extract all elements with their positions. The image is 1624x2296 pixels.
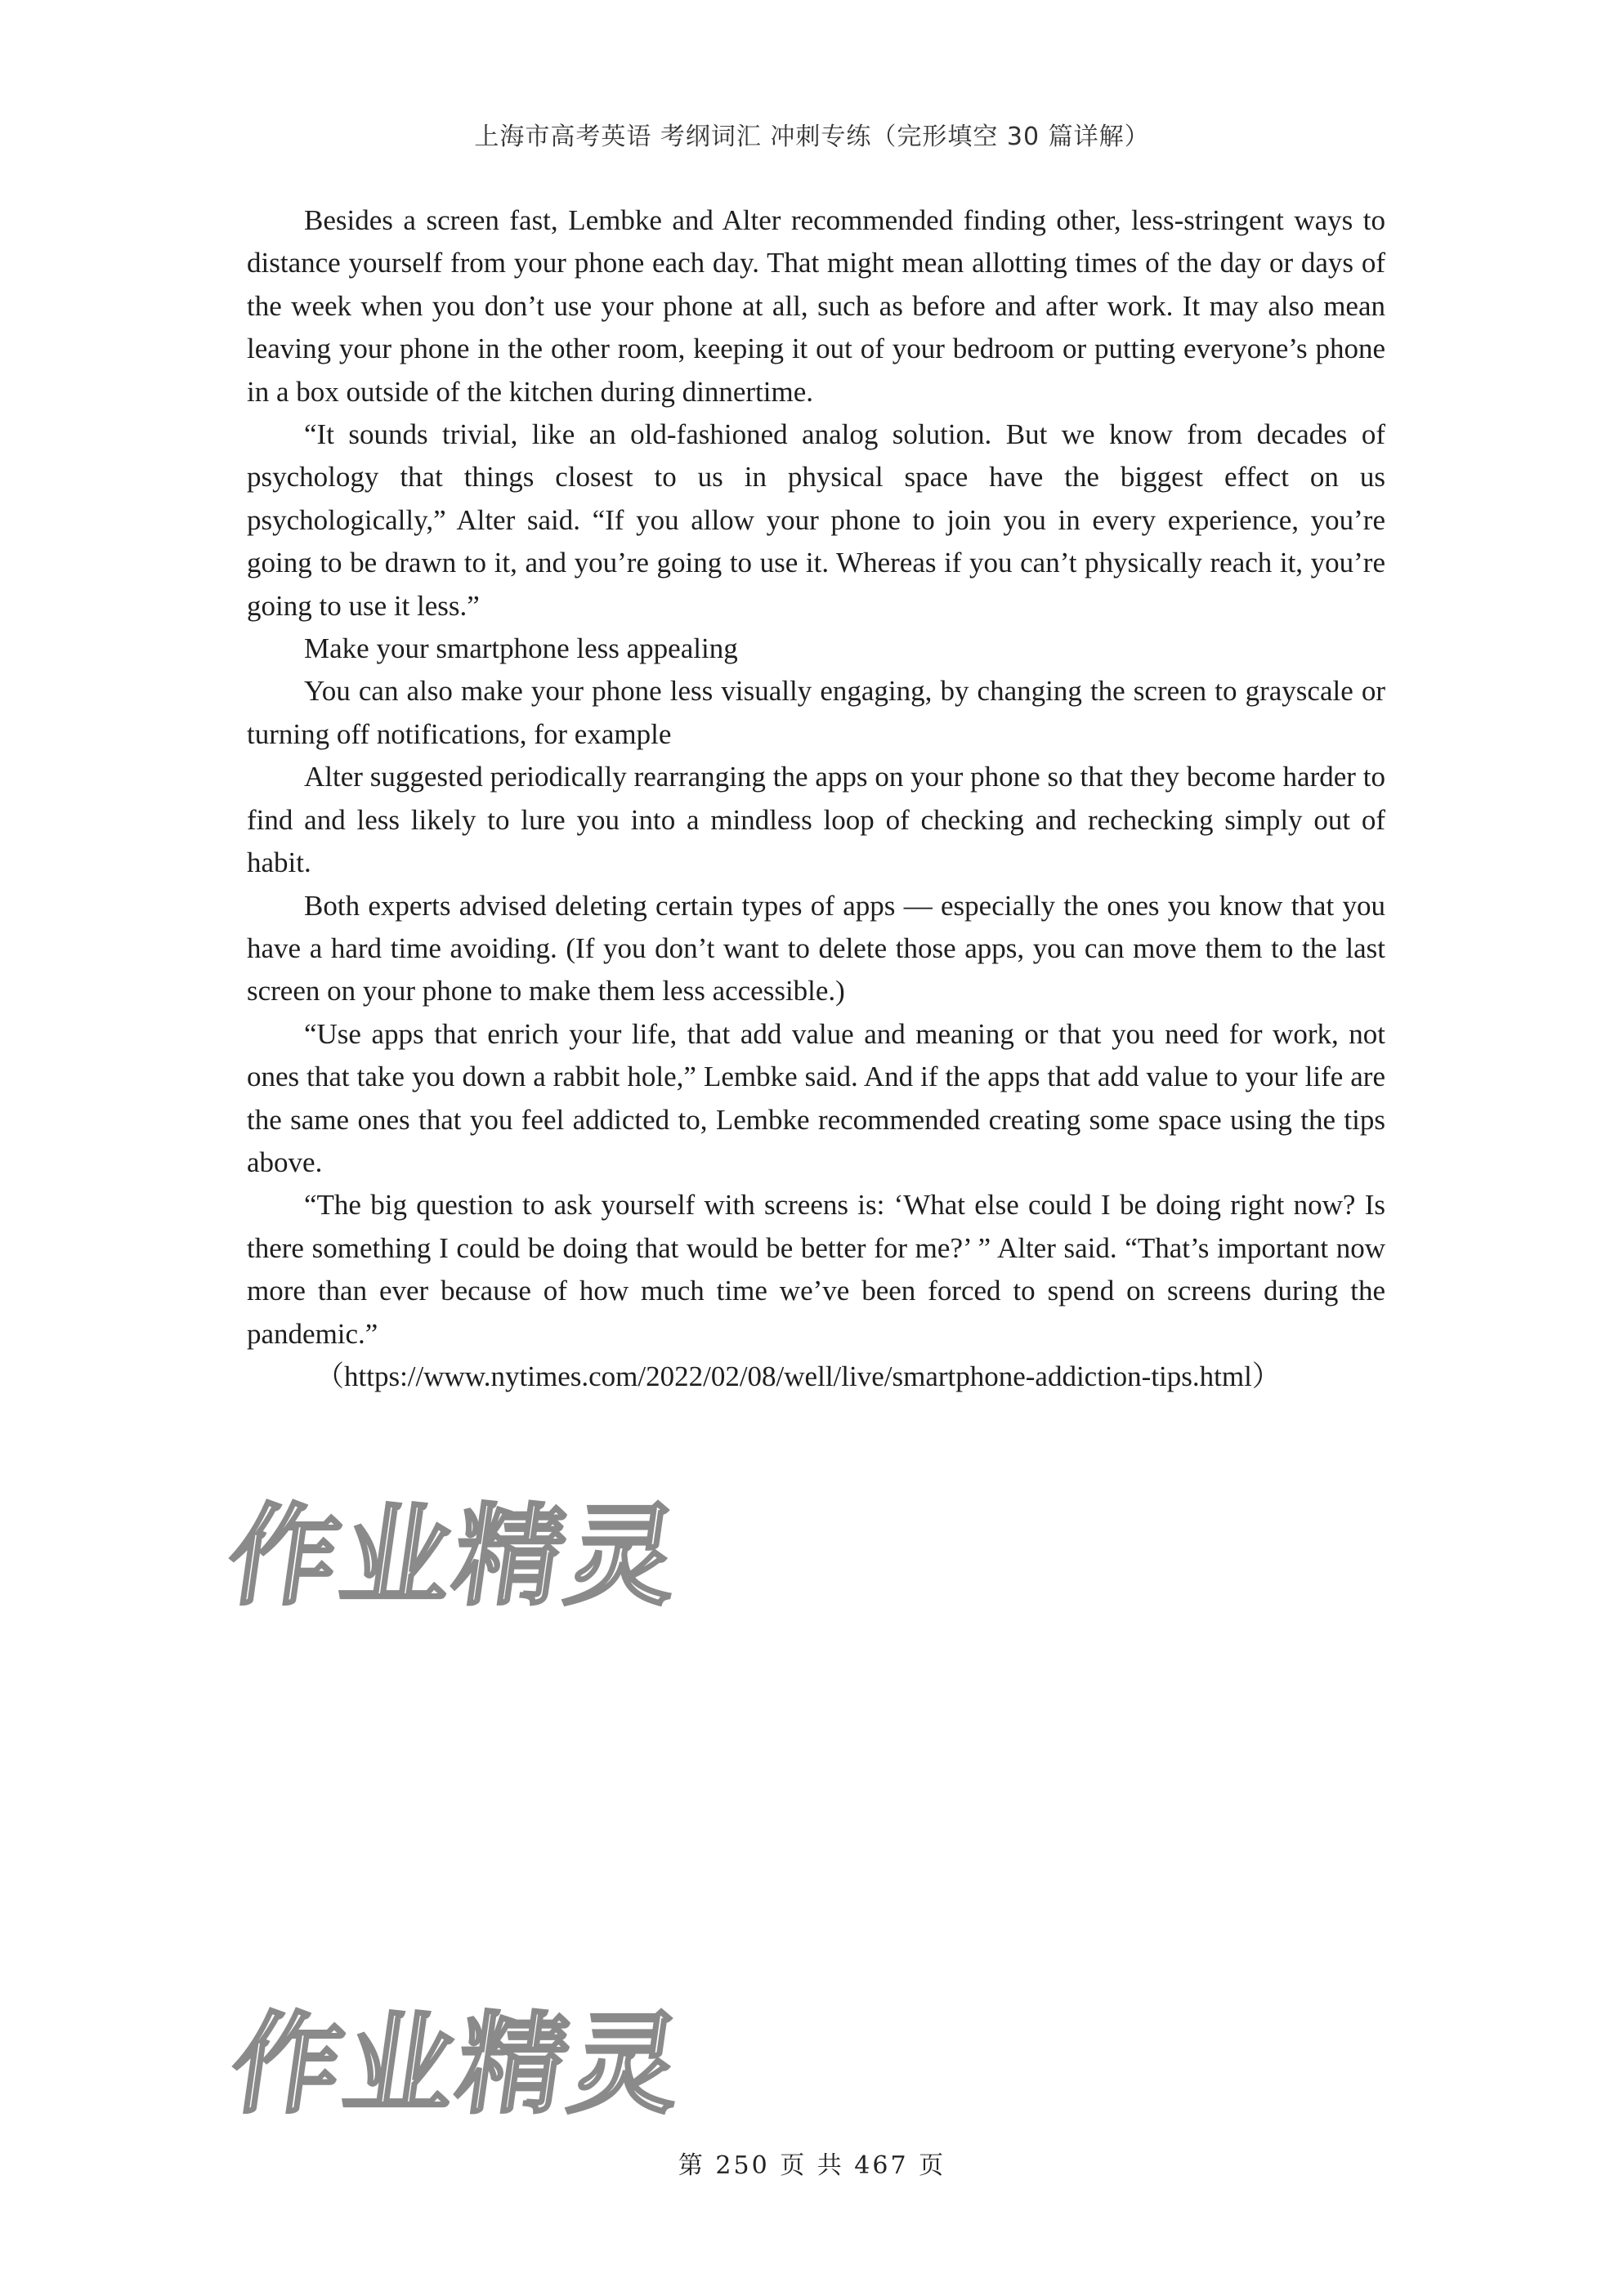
paragraph-rearrange-apps: Alter suggested periodically rearranging the apps on your phone so that they become harder to find and less likely to lure you into a mindless loop of checking and rechecking simply out of habit. xyxy=(247,761,1385,879)
paragraph-enrich-life: “Use apps that enrich your life, that add value and meaning or that you need for work, not ones that take you down a rabbit hole,” Lembke said. And if the apps that add value to your life are the same ones that you feel addicted to, Lembke recommended creating some space using the tips above. xyxy=(247,1017,1385,1178)
paragraph-alter-quote: “It sounds trivial, like an old-fashioned analog solution. But we know from decades of psychology that things closest to us in physical space have the biggest effect on us psychologically,” Alter said. “If you allow your phone to join you in every experience, you’re going to be drawn to it, and you’re going to use it. Whereas if you can’t physically reach it, you’re going to use it less.” xyxy=(247,418,1385,622)
watermark-logo: 作业精灵 xyxy=(223,2001,693,2128)
page-header: 上海市高考英语 考纲词汇 冲刺专练（完形填空 30 篇详解） xyxy=(474,123,1150,151)
watermark-logo: 作业精灵 xyxy=(220,1493,690,1620)
section-heading: Make your smartphone less appealing xyxy=(304,632,738,665)
page-number: 第 250 页 共 467 页 xyxy=(678,2151,946,2180)
article-body xyxy=(247,199,1385,1398)
paragraph-screen-fast: Besides a screen fast, Lembke and Alter recommended finding other, less-stringent ways to distance yourself from your phone each day. That might mean allotting times of the day or days of the week when you don’t use your phone at all, such as before and after work. It may also mean leaving your phone in the other room, keeping it out of your bedroom or putting everyone’s phone in a box outside of the kitchen during dinnertime. xyxy=(247,204,1385,408)
source-url: （https://www.nytimes.com/2022/02/08/well/live/smartphone-addiction-tips.html） xyxy=(315,1360,1281,1392)
paragraph-big-question: “The big question to ask yourself with screens is: ‘What else could I be doing right now? Is there something I could be doing that would be better for me?’ ” Alter said. “That’s important now more than ever because of how much time we’ve been forced to spend on screens during the pandemic.” xyxy=(247,1189,1385,1350)
paragraph-delete-apps: Both experts advised deleting certain types of apps — especially the ones you know that you have a hard time avoiding. (If you don’t want to delete those apps, you can move them to the last screen on your phone to make them less accessible.) xyxy=(247,889,1385,1007)
paragraph-grayscale: You can also make your phone less visually engaging, by changing the screen to grayscale or turning off notifications, for example xyxy=(247,675,1385,750)
